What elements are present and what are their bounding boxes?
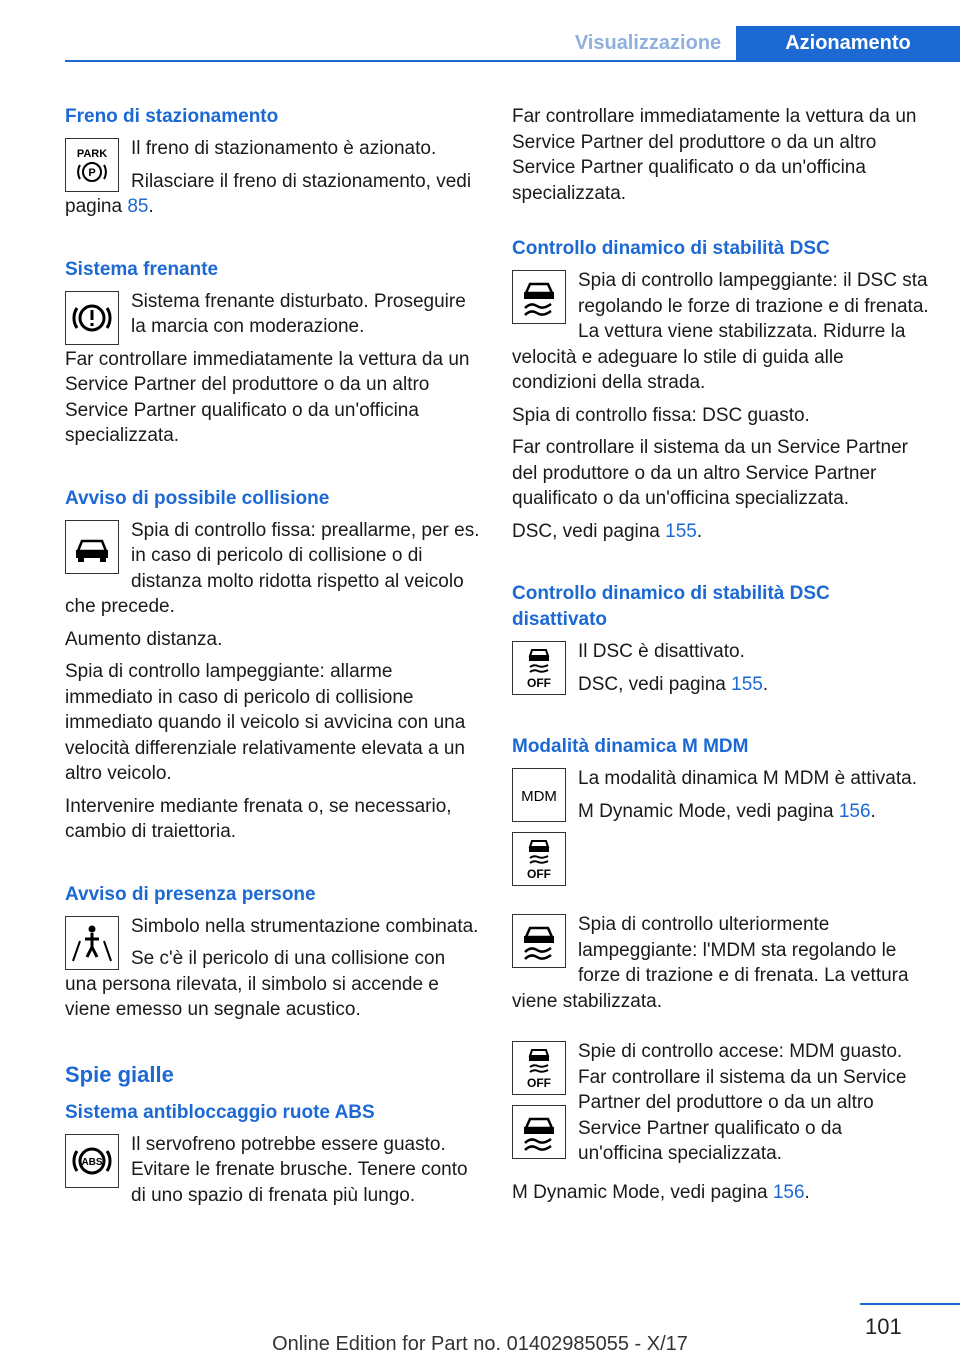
header-rule: [65, 60, 960, 62]
dsc-p3: Far controllare il sistema da un Service Partner del produttore o da un altro Service Partner qualificato o da un'officina specializzata.: [512, 437, 908, 509]
tab-azionamento[interactable]: Azionamento: [736, 26, 960, 62]
park-brake-icon: [65, 138, 119, 192]
svg-text:PARK: PARK: [76, 148, 108, 160]
heading-persone: Avviso di presenza persone: [65, 883, 316, 905]
mdm-icon-stack: [512, 768, 566, 896]
section-collisione: [65, 486, 480, 852]
page-link-85[interactable]: 85: [127, 196, 149, 217]
dsc-icon: [512, 270, 566, 324]
dsc-icon: [512, 914, 566, 968]
section-frenante: [65, 257, 480, 456]
brake-warning-icon: [65, 291, 119, 345]
footer-rule: [860, 1303, 960, 1305]
section-mdm-flash: [512, 912, 930, 1021]
left-column: [65, 104, 480, 1245]
abs-icon: [65, 1134, 119, 1188]
mdm-fault-icon-stack: [512, 1041, 566, 1169]
page-link-156[interactable]: 156: [838, 800, 871, 822]
section-persone: [65, 882, 480, 1030]
right-intro: Far controllare immediatamente la vettura da un Service Partner del produttore o da un altro Service Partner qualificato o da un'officina specializzata.: [512, 106, 917, 204]
dsc-p1: Spia di controllo lampeggiante: il DSC sta regolando le forze di trazione e di frenata. La vettura viene stabilizzata. Ridurre la velocità e adeguare lo stile di guida alle condizioni della strada.: [512, 270, 929, 393]
svg-text:P: P: [88, 167, 96, 179]
collisione-p2: Aumento distanza.: [65, 628, 223, 650]
svg-text:ABS: ABS: [81, 1156, 103, 1168]
footer-edition: Online Edition for Part no. 01402985055 - X/17: [272, 1333, 688, 1355]
section-abs: [65, 1100, 480, 1216]
tab-visualizzazione[interactable]: Visualizzazione: [574, 32, 722, 54]
svg-text:MDM: MDM: [521, 788, 557, 805]
heading-dsc: Controllo dinamico di stabilità DSC: [512, 238, 830, 259]
section-mdm: [512, 734, 930, 898]
heading-freno: Freno di stazionamento: [65, 106, 279, 127]
collisione-p3: Spia di controllo lampeggiante: allarme immediato in caso di pericolo di collisione immediato quando il veicolo si avvicina con una velocità differenziale relativamente elevata a un altro veicolo.: [65, 661, 466, 784]
heading-dsc-off: Controllo dinamico di stabilità DSC disattivato: [512, 583, 830, 630]
page-link-155b[interactable]: 155: [731, 673, 763, 695]
heading-spie-gialle: Spie gialle: [65, 1061, 174, 1087]
section-dsc-off: [512, 581, 930, 704]
dsc-p4: DSC, vedi pagina 155.: [512, 520, 703, 542]
mdm-p3: Spia di controllo ulteriormente lampeggiante: l'MDM sta regolando le forze di trazione e di frenata. La vettura viene stabilizzata.: [512, 914, 909, 1012]
heading-frenante: Sistema frenante: [65, 258, 219, 280]
mdm-p1: La modalità dinamica M MDM è attivata.: [578, 768, 917, 789]
right-column: [512, 104, 930, 1212]
section-freno: [65, 104, 480, 227]
persone-p2: Se c'è il pericolo di una collisione con una persona rilevata, il simbolo si accende e viene emesso un segnale acustico.: [65, 948, 446, 1020]
dsc-off-p2: DSC, vedi pagina 155.: [578, 673, 769, 695]
section-dsc: [512, 236, 930, 551]
frenante-p1: Sistema frenante disturbato. Proseguire la marcia con moderazione.: [131, 290, 466, 337]
dsc-off-p1: Il DSC è disattivato.: [578, 641, 745, 662]
svg-text:OFF: OFF: [527, 676, 551, 690]
dsc-off-icon: [512, 641, 566, 695]
freno-p1: Il freno di stazionamento è azionato.: [131, 138, 437, 159]
mdm-icon: [512, 768, 566, 822]
svg-text:OFF: OFF: [527, 867, 551, 881]
dsc-icon: [512, 1105, 566, 1159]
collisione-p1: Spia di controllo fissa: preallarme, per es. in caso di pericolo di collisione o di distanza molto ridotta rispetto al veicolo che precede.: [65, 519, 480, 617]
frenante-p2: Far controllare immediatamente la vettura da un Service Partner del produttore o da un altro Service Partner qualificato o da un'officina specializzata.: [65, 348, 470, 446]
mdm-p5: M Dynamic Mode, vedi pagina 156.: [512, 1181, 810, 1203]
heading-collisione: Avviso di possibile collisione: [65, 487, 330, 509]
dsc-p2: Spia di controllo fissa: DSC guasto.: [512, 404, 810, 426]
heading-abs: Sistema antibloccaggio ruote ABS: [65, 1101, 375, 1123]
freno-p2: Rilasciare il freno di stazionamento, vedi pagina 85.: [65, 170, 472, 217]
section-mdm-fault: [512, 1039, 930, 1174]
dsc-off-icon: [512, 1041, 566, 1095]
mdm-p4: Spie di controllo accese: MDM guasto. Far controllare il sistema da un Service Partner del produttore o da un altro Service Partner qualificato o da un'officina specializzata.: [578, 1041, 907, 1164]
mdm-p2: M Dynamic Mode, vedi pagina 156.: [578, 800, 876, 822]
page-number: 101: [865, 1314, 902, 1339]
collisione-p4: Intervenire mediante frenata o, se necessario, cambio di traiettoria.: [65, 795, 452, 842]
abs-p1: Il servofreno potrebbe essere guasto. Evitare le frenate brusche. Tenere conto di uno spazio di frenata più lungo.: [131, 1133, 468, 1206]
collision-warning-icon: [65, 520, 119, 574]
page-link-156b[interactable]: 156: [772, 1181, 805, 1203]
persone-p1: Simbolo nella strumentazione combinata.: [131, 915, 479, 937]
pedestrian-warning-icon: [65, 916, 119, 970]
dsc-off-icon: [512, 832, 566, 886]
page-link-155[interactable]: 155: [665, 520, 697, 542]
svg-text:OFF: OFF: [527, 1076, 551, 1090]
heading-mdm: Modalità dinamica M MDM: [512, 736, 749, 757]
